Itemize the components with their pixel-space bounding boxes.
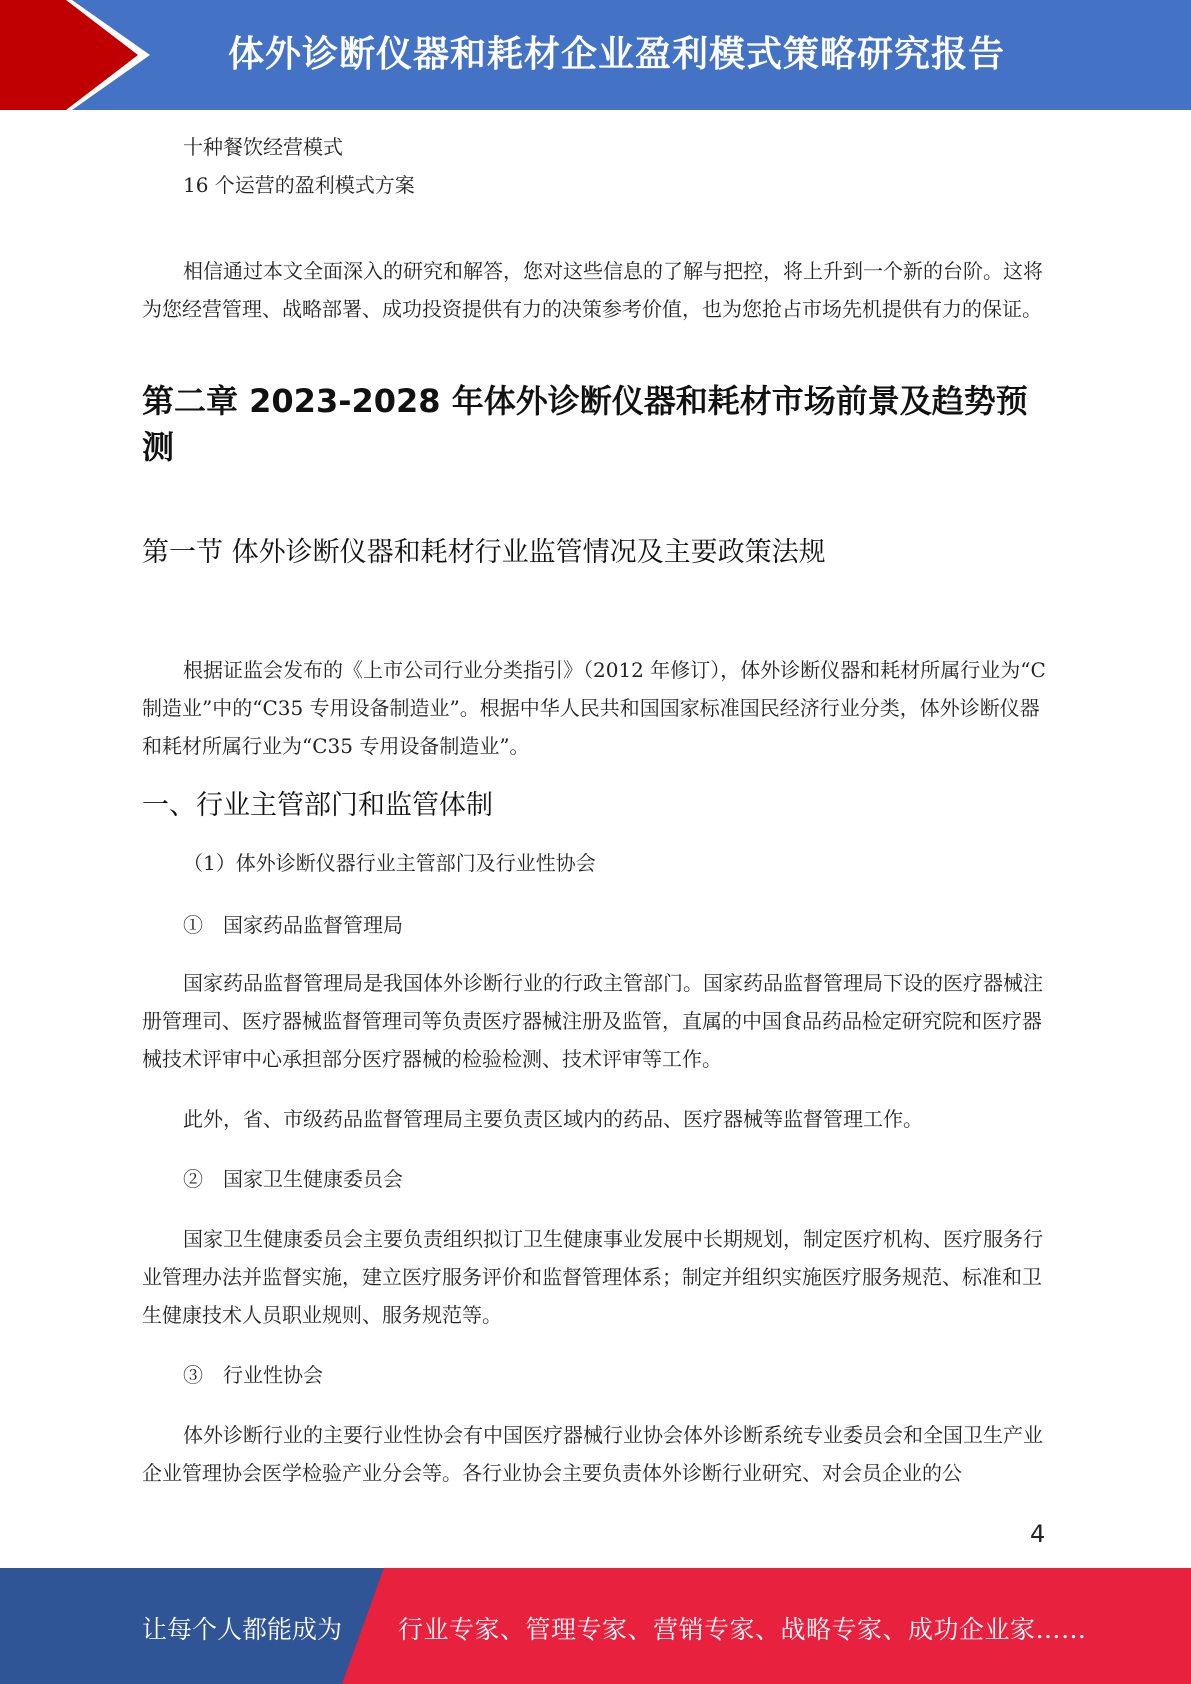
section-paragraph: 根据证监会发布的《上市公司行业分类指引》（2012 年修订），体外诊断仪器和耗材所属行业为“C 制造业”中的“C35 专用设备制造业”。根据中华人民共和国国家标准国民经济行业分类，体外诊断仪器和耗材所属行业为“C35 专用设备制造业”。 xyxy=(142,658,1046,758)
report-title: 体外诊断仪器和耗材企业盈利模式策略研究报告 xyxy=(228,34,1006,75)
intro-list-item: 16 个运营的盈利模式方案 xyxy=(183,173,415,197)
intro-paragraph: 相信通过本文全面深入的研究和解答，您对这些信息的了解与把控，将上升到一个新的台阶。这将为您经营管理、战略部署、成功投资提供有力的决策参考价值，也为您抢占市场先机提供有力的保证。 xyxy=(142,259,1043,321)
org-label: ③ 行业性协会 xyxy=(183,1363,323,1387)
page-footer xyxy=(0,1568,1191,1684)
section-title: 第一节 体外诊断仪器和耗材行业监管情况及主要政策法规 xyxy=(142,537,826,568)
subsection-title: 一、行业主管部门和监管体制 xyxy=(142,790,493,821)
chapter-title: 第二章 2023-2028 年体外诊断仪器和耗材市场前景及趋势预测 xyxy=(142,382,1028,466)
footer-slogan-right: 行业专家、管理专家、营销专家、战略专家、成功企业家…… xyxy=(398,1615,1087,1644)
org-paragraph: 体外诊断行业的主要行业性协会有中国医疗器械行业协会体外诊断系统专业委员会和全国卫生产业企业管理协会医学检验产业分会等。各行业协会主要负责体外诊断行业研究、对会员企业的公 xyxy=(142,1423,1043,1485)
intro-list-item: 十种餐饮经营模式 xyxy=(183,135,343,159)
item-heading: （1）体外诊断仪器行业主管部门及行业性协会 xyxy=(183,851,596,875)
document-body xyxy=(142,128,1047,1492)
org-paragraph: 国家药品监督管理局是我国体外诊断行业的行政主管部门。国家药品监督管理局下设的医疗器械注册管理司、医疗器械监督管理司等负责医疗器械注册及监管，直属的中国食品药品检定研究院和医疗器械技术评审中心承担部分医疗器械的检验检测、技术评审等工作。 xyxy=(142,971,1043,1071)
org-label: ② 国家卫生健康委员会 xyxy=(183,1167,403,1191)
org-paragraph: 国家卫生健康委员会主要负责组织拟订卫生健康事业发展中长期规划，制定医疗机构、医疗服务行业管理办法并监督实施，建立医疗服务评价和监督管理体系；制定并组织实施医疗服务规范、标准和卫生健康技术人员职业规则、服务规范等。 xyxy=(142,1227,1043,1327)
page-number: 4 xyxy=(1030,1520,1046,1548)
org-label: ① 国家药品监督管理局 xyxy=(183,913,403,937)
footer-slogan-left: 让每个人都能成为 xyxy=(142,1615,343,1644)
page-header xyxy=(0,0,1191,110)
org-paragraph: 此外，省、市级药品监督管理局主要负责区域内的药品、医疗器械等监督管理工作。 xyxy=(183,1107,923,1131)
